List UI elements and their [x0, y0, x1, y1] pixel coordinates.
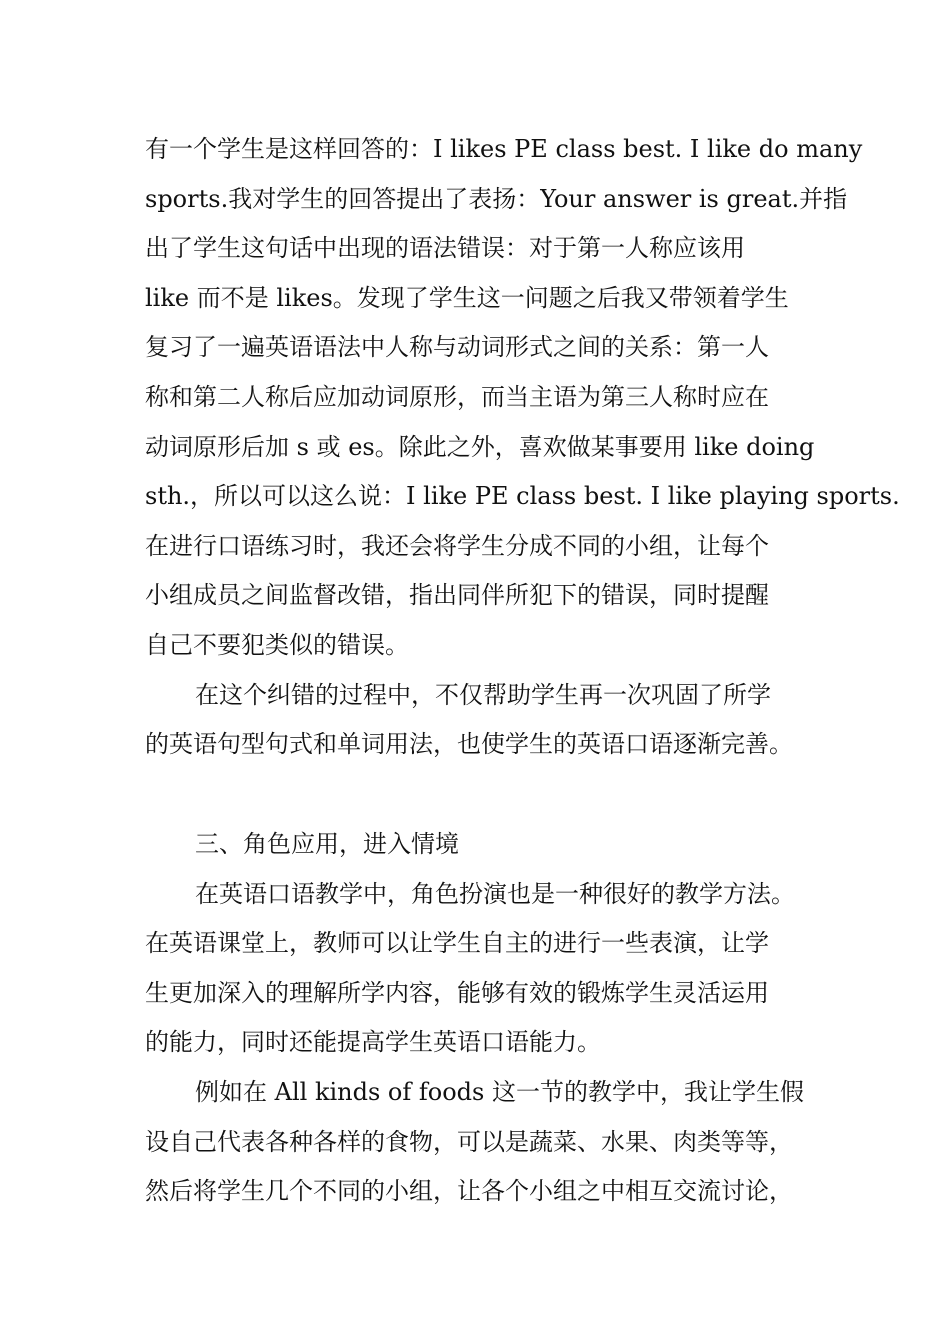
text-line: 设自己代表各种各样的食物，可以是蔬菜、水果、肉类等等， — [145, 1127, 793, 1156]
paragraph-student-answer — [145, 125, 900, 671]
text-line: 的英语句型句式和单词用法，也使学生的英语口语逐渐完善。 — [145, 730, 793, 759]
text-line: 出了学生这句话中出现的语法错误：对于第一人称应该用 — [145, 234, 745, 263]
body-text-top — [145, 125, 900, 770]
text-line: sth.，所以可以这么说：I like PE class best. I like playing sports. — [145, 482, 900, 511]
text-line: 在进行口语练习时，我还会将学生分成不同的小组，让每个 — [145, 531, 769, 560]
text-line: 然后将学生几个不同的小组，让各个小组之中相互交流讨论， — [145, 1177, 793, 1206]
paragraph-foods-example — [145, 1068, 825, 1217]
text-line: 称和第二人称后应加动词原形，而当主语为第三人称时应在 — [145, 382, 769, 411]
text-line: 复习了一遍英语语法中人称与动词形式之间的关系：第一人 — [145, 333, 769, 362]
text-line: 在英语课堂上，教师可以让学生自主的进行一些表演，让学 — [145, 929, 769, 958]
text-line: 有一个学生是这样回答的：I likes PE class best. I like do many — [145, 135, 863, 163]
text-line: 自己不要犯类似的错误。 — [145, 630, 409, 659]
section-heading: 三、角色应用，进入情境 — [195, 830, 459, 858]
text-line: 的能力，同时还能提高学生英语口语能力。 — [145, 1028, 601, 1057]
text-line: 动词原形后加 s 或 es。除此之外，喜欢做某事要用 like doing — [145, 432, 815, 461]
paragraph-error-correction — [145, 671, 825, 770]
paragraph-role-play — [145, 870, 825, 1068]
text-line: 小组成员之间监督改错，指出同伴所犯下的错误，同时提醒 — [145, 581, 769, 610]
text-line: 例如在 All kinds of foods 这一节的教学中，我让学生假 — [195, 1077, 804, 1106]
text-line: sports.我对学生的回答提出了表扬：Your answer is great.并指 — [145, 184, 848, 213]
text-line: 在英语口语教学中，角色扮演也是一种很好的教学方法。 — [195, 879, 795, 908]
body-text-bottom — [145, 820, 825, 1217]
text-line: 在这个纠错的过程中，不仅帮助学生再一次巩固了所学 — [195, 680, 771, 709]
text-line: like 而不是 likes。发现了学生这一问题之后我又带领着学生 — [145, 283, 789, 312]
text-line: 生更加深入的理解所学内容，能够有效的锻炼学生灵活运用 — [145, 978, 769, 1007]
